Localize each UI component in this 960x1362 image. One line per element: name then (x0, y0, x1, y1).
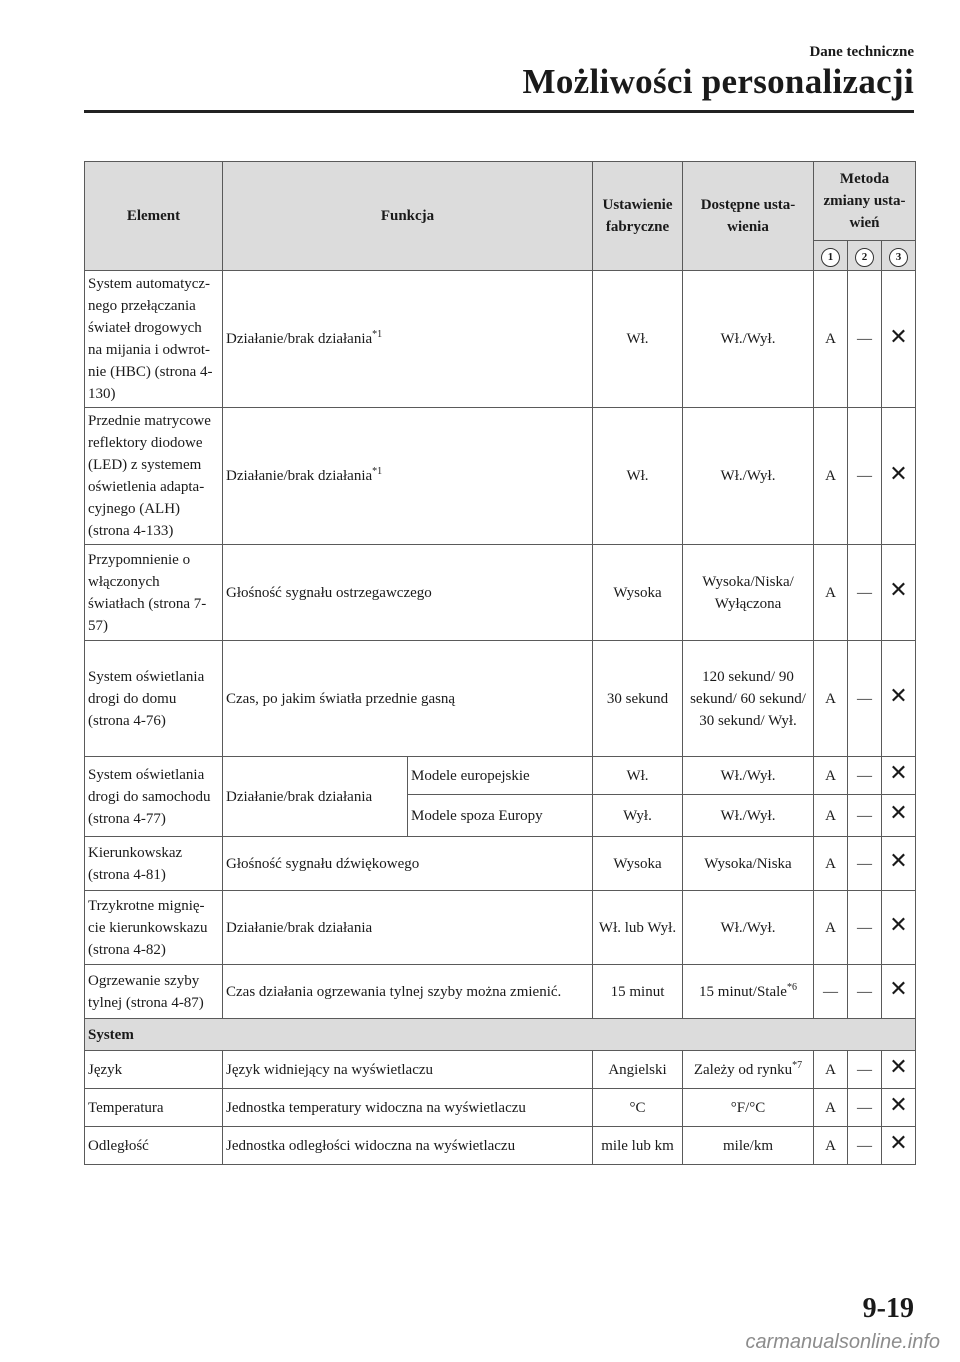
cell-element: Język (85, 1051, 223, 1089)
cell-available: Wł./Wył. (683, 408, 814, 545)
header-function: Funkcja (223, 162, 593, 271)
method-col-2 (848, 241, 882, 271)
cell-element: Trzykrotne mignię-cie kierunkowskazu (strona 4-82) (85, 891, 223, 965)
header-available: Dostępne usta-wienia (683, 162, 814, 271)
table-row (85, 408, 916, 545)
cell-method-2: — (848, 837, 882, 891)
group-row (85, 1019, 916, 1051)
cross-icon: ✕ (889, 460, 908, 486)
cell-function: Czas, po jakim światła przednie gasną (223, 641, 593, 757)
cross-icon: ✕ (889, 976, 908, 1001)
table-row (85, 641, 916, 757)
cell-element: Kierunkowskaz (strona 4-81) (85, 837, 223, 891)
cell-variant: Modele europejskie (408, 757, 593, 795)
circled-1-icon: 1 (821, 248, 840, 267)
cell-available: Wł./Wył. (683, 757, 814, 795)
cell-method-2: — (848, 408, 882, 545)
section-heading: Dane techniczne (809, 44, 914, 60)
cell-method-1: A (814, 408, 848, 545)
table-row (85, 271, 916, 408)
cell-function: Język widniejący na wyświetlaczu (223, 1051, 593, 1089)
cell-method-1: A (814, 837, 848, 891)
table-row (85, 1051, 916, 1089)
method-col-1 (814, 241, 848, 271)
cell-element: System automatycz-nego przełączania świateł drogowych na mijania i odwrot-nie (HBC) (strona 4-130) (85, 271, 223, 408)
cell-method-3 (882, 837, 916, 891)
personalization-table (84, 161, 916, 1165)
table-row (85, 965, 916, 1019)
cell-factory: Wł. (593, 757, 683, 795)
cell-factory: Wł. lub Wył. (593, 891, 683, 965)
cell-method-3 (882, 271, 916, 408)
cross-icon: ✕ (889, 1092, 908, 1117)
cell-method-1: A (814, 1051, 848, 1089)
cross-icon: ✕ (889, 577, 908, 602)
cell-method-1: A (814, 1127, 848, 1165)
circled-3-icon: 3 (889, 248, 908, 267)
cell-element: System oświetlania drogi do samochodu (strona 4-77) (85, 757, 223, 837)
cross-icon: ✕ (889, 760, 908, 785)
cell-method-1: A (814, 795, 848, 837)
cross-icon: ✕ (889, 848, 908, 873)
page-number: 9-19 (862, 1293, 914, 1324)
cell-method-1: A (814, 271, 848, 408)
cell-element: Przypomnienie o włączonych światłach (strona 7-57) (85, 545, 223, 641)
cell-method-3 (882, 891, 916, 965)
cell-factory: Angielski (593, 1051, 683, 1089)
cell-method-3 (882, 1127, 916, 1165)
cell-element: Odległość (85, 1127, 223, 1165)
footnote-mark: *1 (372, 329, 383, 340)
cell-method-2: — (848, 795, 882, 837)
table-row (85, 1089, 916, 1127)
cell-method-1: A (814, 1089, 848, 1127)
cross-icon: ✕ (889, 323, 908, 349)
cell-available (683, 1051, 814, 1089)
cell-method-2: — (848, 1127, 882, 1165)
footnote-mark: *6 (786, 981, 797, 993)
function-text: Działanie/brak działania (226, 331, 373, 347)
cell-method-2: — (848, 965, 882, 1019)
cross-icon: ✕ (889, 1054, 908, 1079)
cell-method-1: — (814, 965, 848, 1019)
cell-available (683, 965, 814, 1019)
cell-available: °F/°C (683, 1089, 814, 1127)
cell-method-3 (882, 795, 916, 837)
cross-icon: ✕ (889, 912, 908, 937)
cell-function (223, 271, 593, 408)
table-row (85, 545, 916, 641)
cell-method-2: — (848, 757, 882, 795)
cross-icon: ✕ (889, 683, 908, 708)
cell-function: Działanie/brak działania (223, 891, 593, 965)
cell-element: Temperatura (85, 1089, 223, 1127)
cell-available: 120 sekund/ 90 sekund/ 60 sekund/ 30 sekund/ Wył. (683, 641, 814, 757)
cell-available: Wł./Wył. (683, 271, 814, 408)
cell-method-3 (882, 1089, 916, 1127)
cell-element: Przednie matrycowe reflektory diodowe (LED) z systemem oświetlenia adapta-cyjnego (ALH) (strona 4-133) (85, 408, 223, 545)
cell-factory: Wysoka (593, 545, 683, 641)
cell-available: Wł./Wył. (683, 795, 814, 837)
cell-factory: Wył. (593, 795, 683, 837)
header-rule (84, 110, 914, 113)
cell-method-3 (882, 757, 916, 795)
cell-factory: Wysoka (593, 837, 683, 891)
cell-factory: °C (593, 1089, 683, 1127)
cell-element: System oświetlania drogi do domu (strona 4-76) (85, 641, 223, 757)
cell-available: Wysoka/Niska/ Wyłączona (683, 545, 814, 641)
header-factory: Ustawienie fabryczne (593, 162, 683, 271)
cell-available: Wł./Wył. (683, 891, 814, 965)
cross-icon: ✕ (889, 1130, 908, 1155)
cell-method-1: A (814, 641, 848, 757)
available-text: 15 minut/Stale (699, 983, 787, 1000)
cell-method-3 (882, 965, 916, 1019)
table-row (85, 757, 916, 795)
cell-element: Ogrzewanie szyby tylnej (strona 4-87) (85, 965, 223, 1019)
cell-method-1: A (814, 545, 848, 641)
cell-method-1: A (814, 757, 848, 795)
page-title: Możliwości personalizacji (522, 62, 914, 101)
cell-method-2: — (848, 271, 882, 408)
cell-method-3 (882, 641, 916, 757)
cell-method-2: — (848, 1051, 882, 1089)
cell-function (223, 408, 593, 545)
footnote-mark: *1 (372, 466, 383, 477)
group-label: System (85, 1019, 916, 1051)
cell-method-1: A (814, 891, 848, 965)
cell-function: Czas działania ogrzewania tylnej szyby można zmienić. (223, 965, 593, 1019)
table-row (85, 891, 916, 965)
cell-factory: 30 sekund (593, 641, 683, 757)
cell-function: Głośność sygnału ostrzegawczego (223, 545, 593, 641)
cell-method-3 (882, 408, 916, 545)
cell-function: Głośność sygnału dźwiękowego (223, 837, 593, 891)
cell-method-2: — (848, 545, 882, 641)
cell-variant: Modele spoza Europy (408, 795, 593, 837)
cell-available: mile/km (683, 1127, 814, 1165)
cell-method-3 (882, 545, 916, 641)
header-method: Metoda zmiany usta-wień (814, 162, 916, 241)
cell-method-2: — (848, 641, 882, 757)
circled-2-icon: 2 (855, 248, 874, 267)
cell-factory: Wł. (593, 408, 683, 545)
cell-function: Działanie/brak działania (223, 757, 408, 837)
cell-method-2: — (848, 1089, 882, 1127)
available-text: Zależy od rynku (693, 1061, 793, 1078)
cell-factory: 15 minut (593, 965, 683, 1019)
cell-available: Wysoka/Niska (683, 837, 814, 891)
table-row (85, 837, 916, 891)
cell-method-2: — (848, 891, 882, 965)
table-row (85, 1127, 916, 1165)
footnote-mark: *7 (792, 1059, 803, 1071)
watermark: carmanualsonline.info (745, 1331, 940, 1353)
cell-factory: Wł. (593, 271, 683, 408)
cell-method-3 (882, 1051, 916, 1089)
function-text: Działanie/brak działania (226, 468, 373, 484)
header-element: Element (85, 162, 223, 271)
cell-factory: mile lub km (593, 1127, 683, 1165)
method-col-3 (882, 241, 916, 271)
cross-icon: ✕ (889, 800, 908, 825)
cell-function: Jednostka odległości widoczna na wyświetlaczu (223, 1127, 593, 1165)
cell-function: Jednostka temperatury widoczna na wyświetlaczu (223, 1089, 593, 1127)
